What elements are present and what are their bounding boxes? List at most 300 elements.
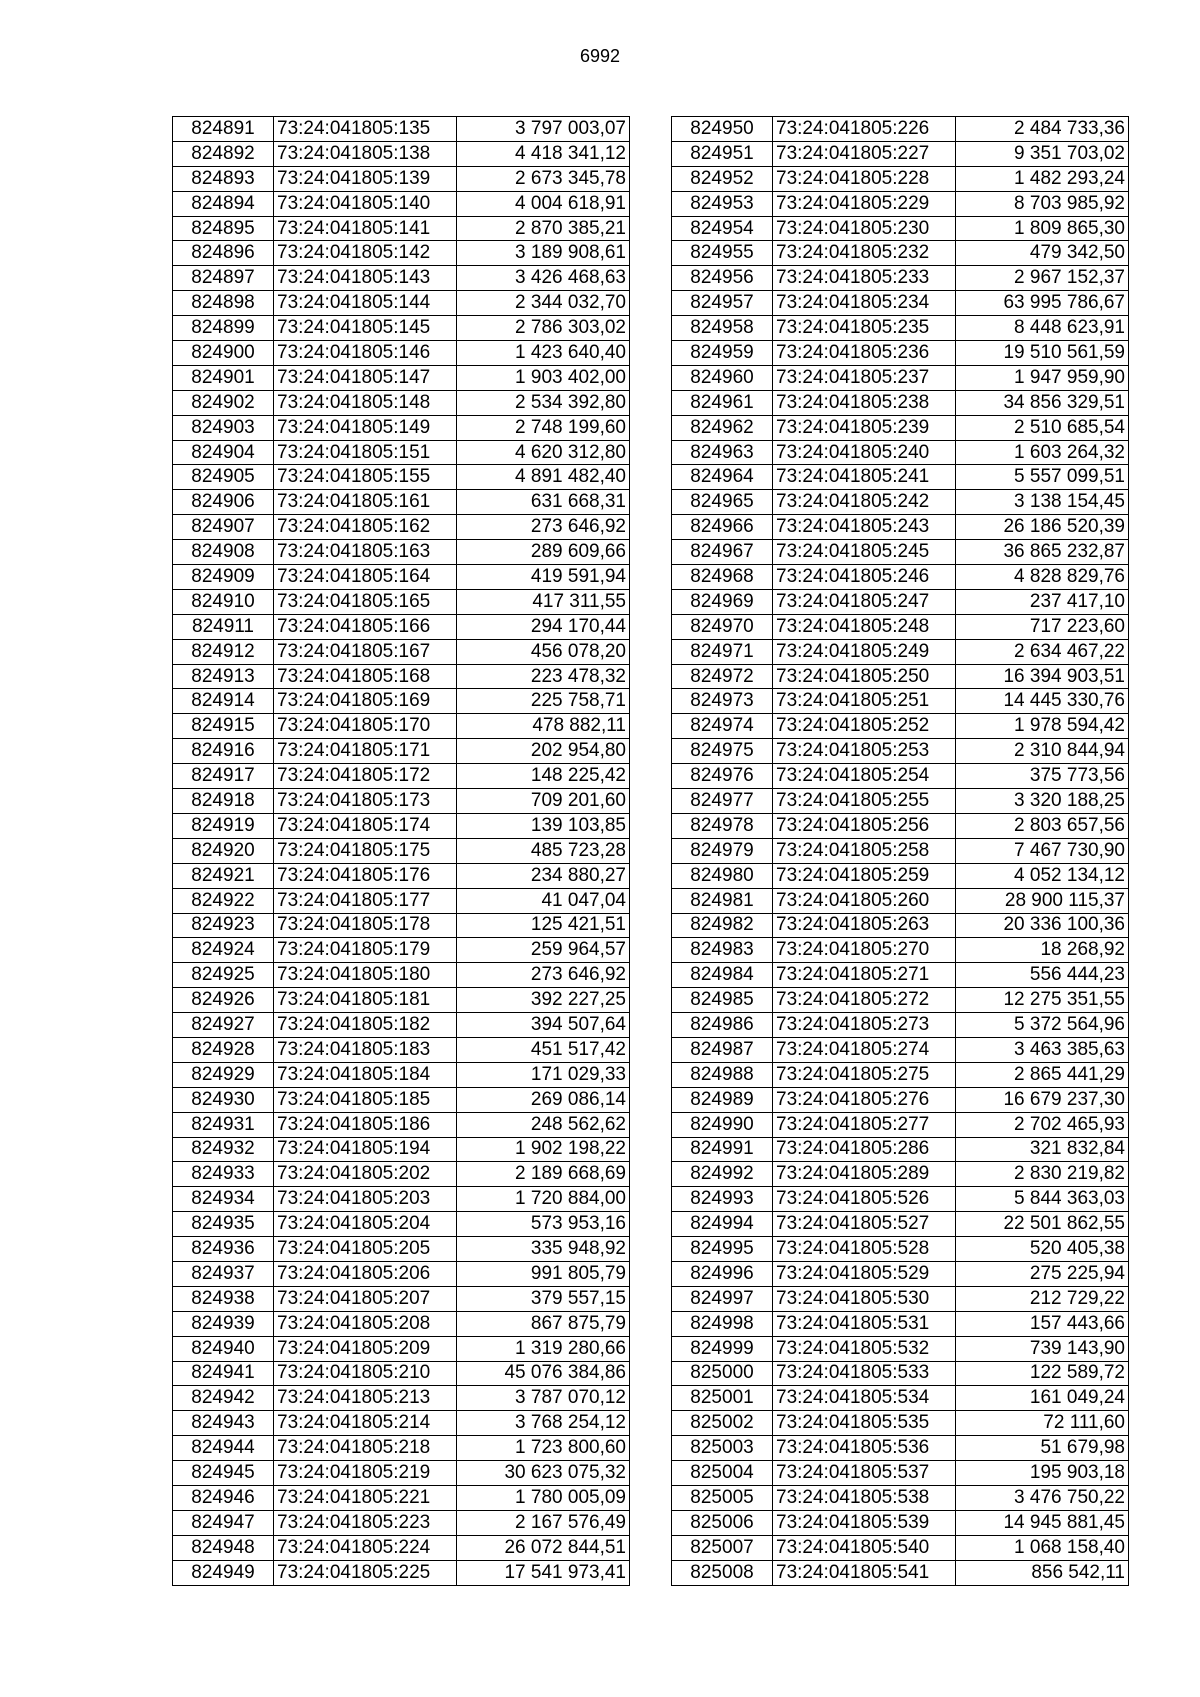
value-cell: 148 225,42 bbox=[457, 764, 630, 789]
cadastral-number-cell: 73:24:041805:148 bbox=[274, 390, 457, 415]
value-cell: 1 319 280,66 bbox=[457, 1336, 630, 1361]
record-number-cell: 824938 bbox=[173, 1286, 274, 1311]
value-cell: 8 703 985,92 bbox=[956, 191, 1129, 216]
cadastral-number-cell: 73:24:041805:179 bbox=[274, 938, 457, 963]
value-cell: 419 591,94 bbox=[457, 565, 630, 590]
cadastral-number-cell: 73:24:041805:138 bbox=[274, 141, 457, 166]
value-cell: 2 310 844,94 bbox=[956, 739, 1129, 764]
cadastral-number-cell: 73:24:041805:227 bbox=[773, 141, 956, 166]
value-cell: 16 394 903,51 bbox=[956, 664, 1129, 689]
cadastral-number-cell: 73:24:041805:232 bbox=[773, 241, 956, 266]
right-table-body bbox=[672, 117, 1129, 1586]
table-row bbox=[173, 1461, 630, 1486]
record-number-cell: 824928 bbox=[173, 1037, 274, 1062]
table-row bbox=[672, 565, 1129, 590]
record-number-cell: 824946 bbox=[173, 1485, 274, 1510]
value-cell: 225 758,71 bbox=[457, 689, 630, 714]
value-cell: 4 620 312,80 bbox=[457, 440, 630, 465]
table-row bbox=[173, 1087, 630, 1112]
cadastral-number-cell: 73:24:041805:162 bbox=[274, 515, 457, 540]
cadastral-number-cell: 73:24:041805:170 bbox=[274, 714, 457, 739]
value-cell: 3 426 468,63 bbox=[457, 266, 630, 291]
record-number-cell: 824983 bbox=[672, 938, 773, 963]
record-number-cell: 824952 bbox=[672, 166, 773, 191]
cadastral-number-cell: 73:24:041805:165 bbox=[274, 589, 457, 614]
value-cell: 248 562,62 bbox=[457, 1112, 630, 1137]
cadastral-number-cell: 73:24:041805:180 bbox=[274, 963, 457, 988]
cadastral-number-cell: 73:24:041805:245 bbox=[773, 540, 956, 565]
record-number-cell: 824901 bbox=[173, 365, 274, 390]
table-row bbox=[672, 540, 1129, 565]
record-number-cell: 824968 bbox=[672, 565, 773, 590]
value-cell: 237 417,10 bbox=[956, 589, 1129, 614]
table-row bbox=[672, 813, 1129, 838]
cadastral-number-cell: 73:24:041805:209 bbox=[274, 1336, 457, 1361]
record-number-cell: 824949 bbox=[173, 1560, 274, 1585]
value-cell: 2 702 465,93 bbox=[956, 1112, 1129, 1137]
record-number-cell: 824985 bbox=[672, 988, 773, 1013]
cadastral-number-cell: 73:24:041805:177 bbox=[274, 888, 457, 913]
value-cell: 3 797 003,07 bbox=[457, 117, 630, 142]
record-number-cell: 824921 bbox=[173, 863, 274, 888]
record-number-cell: 824929 bbox=[173, 1062, 274, 1087]
cadastral-number-cell: 73:24:041805:272 bbox=[773, 988, 956, 1013]
value-cell: 4 052 134,12 bbox=[956, 863, 1129, 888]
cadastral-number-cell: 73:24:041805:246 bbox=[773, 565, 956, 590]
cadastral-number-cell: 73:24:041805:253 bbox=[773, 739, 956, 764]
value-cell: 520 405,38 bbox=[956, 1237, 1129, 1262]
table-row bbox=[672, 1485, 1129, 1510]
record-number-cell: 825007 bbox=[672, 1535, 773, 1560]
record-number-cell: 824974 bbox=[672, 714, 773, 739]
table-row bbox=[173, 166, 630, 191]
record-number-cell: 824902 bbox=[173, 390, 274, 415]
table-row bbox=[173, 1436, 630, 1461]
value-cell: 122 589,72 bbox=[956, 1361, 1129, 1386]
record-number-cell: 824900 bbox=[173, 341, 274, 366]
value-cell: 3 463 385,63 bbox=[956, 1037, 1129, 1062]
value-cell: 4 418 341,12 bbox=[457, 141, 630, 166]
cadastral-number-cell: 73:24:041805:163 bbox=[274, 540, 457, 565]
cadastral-number-cell: 73:24:041805:202 bbox=[274, 1162, 457, 1187]
value-cell: 234 880,27 bbox=[457, 863, 630, 888]
value-cell: 171 029,33 bbox=[457, 1062, 630, 1087]
record-number-cell: 824909 bbox=[173, 565, 274, 590]
table-row bbox=[672, 141, 1129, 166]
cadastral-number-cell: 73:24:041805:155 bbox=[274, 465, 457, 490]
cadastral-number-cell: 73:24:041805:167 bbox=[274, 639, 457, 664]
value-cell: 273 646,92 bbox=[457, 515, 630, 540]
table-row bbox=[672, 888, 1129, 913]
value-cell: 479 342,50 bbox=[956, 241, 1129, 266]
table-row bbox=[672, 1162, 1129, 1187]
value-cell: 392 227,25 bbox=[457, 988, 630, 1013]
table-row bbox=[672, 1237, 1129, 1262]
value-cell: 867 875,79 bbox=[457, 1311, 630, 1336]
value-cell: 14 945 881,45 bbox=[956, 1510, 1129, 1535]
page-number: 6992 bbox=[579, 46, 621, 66]
cadastral-number-cell: 73:24:041805:194 bbox=[274, 1137, 457, 1162]
table-row bbox=[672, 166, 1129, 191]
table-row bbox=[173, 1560, 630, 1585]
record-number-cell: 824998 bbox=[672, 1311, 773, 1336]
cadastral-number-cell: 73:24:041805:147 bbox=[274, 365, 457, 390]
table-row bbox=[173, 1212, 630, 1237]
value-cell: 26 072 844,51 bbox=[457, 1535, 630, 1560]
record-number-cell: 824934 bbox=[173, 1187, 274, 1212]
record-number-cell: 824979 bbox=[672, 838, 773, 863]
table-row bbox=[173, 291, 630, 316]
record-number-cell: 824903 bbox=[173, 415, 274, 440]
cadastral-number-cell: 73:24:041805:185 bbox=[274, 1087, 457, 1112]
cadastral-number-cell: 73:24:041805:252 bbox=[773, 714, 956, 739]
record-number-cell: 824975 bbox=[672, 739, 773, 764]
value-cell: 41 047,04 bbox=[457, 888, 630, 913]
cadastral-number-cell: 73:24:041805:140 bbox=[274, 191, 457, 216]
cadastral-number-cell: 73:24:041805:239 bbox=[773, 415, 956, 440]
cadastral-number-cell: 73:24:041805:169 bbox=[274, 689, 457, 714]
value-cell: 3 320 188,25 bbox=[956, 789, 1129, 814]
table-row bbox=[672, 1137, 1129, 1162]
value-cell: 4 828 829,76 bbox=[956, 565, 1129, 590]
value-cell: 394 507,64 bbox=[457, 1013, 630, 1038]
table-row bbox=[672, 1187, 1129, 1212]
cadastral-number-cell: 73:24:041805:529 bbox=[773, 1261, 956, 1286]
record-number-cell: 824991 bbox=[672, 1137, 773, 1162]
cadastral-number-cell: 73:24:041805:276 bbox=[773, 1087, 956, 1112]
table-row bbox=[173, 1112, 630, 1137]
table-row bbox=[173, 1485, 630, 1510]
value-cell: 19 510 561,59 bbox=[956, 341, 1129, 366]
cadastral-number-cell: 73:24:041805:273 bbox=[773, 1013, 956, 1038]
value-cell: 212 729,22 bbox=[956, 1286, 1129, 1311]
table-row bbox=[672, 415, 1129, 440]
cadastral-number-cell: 73:24:041805:230 bbox=[773, 216, 956, 241]
record-number-cell: 824925 bbox=[173, 963, 274, 988]
record-number-cell: 824954 bbox=[672, 216, 773, 241]
value-cell: 5 557 099,51 bbox=[956, 465, 1129, 490]
table-row bbox=[173, 565, 630, 590]
value-cell: 12 275 351,55 bbox=[956, 988, 1129, 1013]
value-cell: 2 786 303,02 bbox=[457, 316, 630, 341]
record-number-cell: 824956 bbox=[672, 266, 773, 291]
record-number-cell: 825004 bbox=[672, 1461, 773, 1486]
cadastral-number-cell: 73:24:041805:141 bbox=[274, 216, 457, 241]
cadastral-number-cell: 73:24:041805:205 bbox=[274, 1237, 457, 1262]
value-cell: 456 078,20 bbox=[457, 639, 630, 664]
record-number-cell: 824943 bbox=[173, 1411, 274, 1436]
record-number-cell: 824895 bbox=[173, 216, 274, 241]
table-row bbox=[173, 1336, 630, 1361]
value-cell: 991 805,79 bbox=[457, 1261, 630, 1286]
cadastral-number-cell: 73:24:041805:248 bbox=[773, 614, 956, 639]
cadastral-number-cell: 73:24:041805:221 bbox=[274, 1485, 457, 1510]
cadastral-number-cell: 73:24:041805:238 bbox=[773, 390, 956, 415]
cadastral-number-cell: 73:24:041805:166 bbox=[274, 614, 457, 639]
table-row bbox=[672, 614, 1129, 639]
cadastral-number-cell: 73:24:041805:151 bbox=[274, 440, 457, 465]
left-registry-table bbox=[172, 116, 630, 1586]
table-row bbox=[173, 1187, 630, 1212]
table-row bbox=[173, 390, 630, 415]
cadastral-number-cell: 73:24:041805:168 bbox=[274, 664, 457, 689]
left-table-body bbox=[173, 117, 630, 1586]
cadastral-number-cell: 73:24:041805:254 bbox=[773, 764, 956, 789]
cadastral-number-cell: 73:24:041805:251 bbox=[773, 689, 956, 714]
value-cell: 51 679,98 bbox=[956, 1436, 1129, 1461]
cadastral-number-cell: 73:24:041805:270 bbox=[773, 938, 956, 963]
value-cell: 573 953,16 bbox=[457, 1212, 630, 1237]
table-row bbox=[672, 515, 1129, 540]
value-cell: 321 832,84 bbox=[956, 1137, 1129, 1162]
cadastral-number-cell: 73:24:041805:256 bbox=[773, 813, 956, 838]
table-row bbox=[173, 1361, 630, 1386]
cadastral-number-cell: 73:24:041805:224 bbox=[274, 1535, 457, 1560]
record-number-cell: 824932 bbox=[173, 1137, 274, 1162]
value-cell: 556 444,23 bbox=[956, 963, 1129, 988]
record-number-cell: 825000 bbox=[672, 1361, 773, 1386]
cadastral-number-cell: 73:24:041805:289 bbox=[773, 1162, 956, 1187]
table-row bbox=[672, 589, 1129, 614]
record-number-cell: 824912 bbox=[173, 639, 274, 664]
cadastral-number-cell: 73:24:041805:236 bbox=[773, 341, 956, 366]
table-row bbox=[173, 415, 630, 440]
value-cell: 1 720 884,00 bbox=[457, 1187, 630, 1212]
table-row bbox=[672, 316, 1129, 341]
table-row bbox=[672, 291, 1129, 316]
cadastral-number-cell: 73:24:041805:541 bbox=[773, 1560, 956, 1585]
value-cell: 9 351 703,02 bbox=[956, 141, 1129, 166]
value-cell: 72 111,60 bbox=[956, 1411, 1129, 1436]
record-number-cell: 824961 bbox=[672, 390, 773, 415]
cadastral-number-cell: 73:24:041805:240 bbox=[773, 440, 956, 465]
table-row bbox=[173, 540, 630, 565]
value-cell: 4 004 618,91 bbox=[457, 191, 630, 216]
record-number-cell: 824950 bbox=[672, 117, 773, 142]
table-row bbox=[672, 1037, 1129, 1062]
value-cell: 1 903 402,00 bbox=[457, 365, 630, 390]
record-number-cell: 824936 bbox=[173, 1237, 274, 1262]
table-row bbox=[173, 913, 630, 938]
table-row bbox=[173, 365, 630, 390]
cadastral-number-cell: 73:24:041805:535 bbox=[773, 1411, 956, 1436]
table-row bbox=[173, 191, 630, 216]
table-row bbox=[672, 341, 1129, 366]
record-number-cell: 824899 bbox=[173, 316, 274, 341]
value-cell: 223 478,32 bbox=[457, 664, 630, 689]
record-number-cell: 824935 bbox=[173, 1212, 274, 1237]
table-row bbox=[173, 614, 630, 639]
table-row bbox=[173, 490, 630, 515]
value-cell: 2 748 199,60 bbox=[457, 415, 630, 440]
value-cell: 157 443,66 bbox=[956, 1311, 1129, 1336]
value-cell: 20 336 100,36 bbox=[956, 913, 1129, 938]
record-number-cell: 824989 bbox=[672, 1087, 773, 1112]
table-row bbox=[672, 913, 1129, 938]
value-cell: 16 679 237,30 bbox=[956, 1087, 1129, 1112]
value-cell: 294 170,44 bbox=[457, 614, 630, 639]
value-cell: 8 448 623,91 bbox=[956, 316, 1129, 341]
cadastral-number-cell: 73:24:041805:274 bbox=[773, 1037, 956, 1062]
value-cell: 7 467 730,90 bbox=[956, 838, 1129, 863]
table-row bbox=[672, 365, 1129, 390]
table-row bbox=[672, 838, 1129, 863]
table-row bbox=[173, 341, 630, 366]
cadastral-number-cell: 73:24:041805:174 bbox=[274, 813, 457, 838]
cadastral-number-cell: 73:24:041805:242 bbox=[773, 490, 956, 515]
record-number-cell: 824948 bbox=[173, 1535, 274, 1560]
record-number-cell: 824933 bbox=[173, 1162, 274, 1187]
table-row bbox=[672, 216, 1129, 241]
table-row bbox=[672, 191, 1129, 216]
cadastral-number-cell: 73:24:041805:258 bbox=[773, 838, 956, 863]
value-cell: 417 311,55 bbox=[457, 589, 630, 614]
value-cell: 289 609,66 bbox=[457, 540, 630, 565]
cadastral-number-cell: 73:24:041805:173 bbox=[274, 789, 457, 814]
value-cell: 2 189 668,69 bbox=[457, 1162, 630, 1187]
record-number-cell: 824984 bbox=[672, 963, 773, 988]
record-number-cell: 824976 bbox=[672, 764, 773, 789]
value-cell: 1 780 005,09 bbox=[457, 1485, 630, 1510]
table-row bbox=[173, 664, 630, 689]
table-row bbox=[173, 440, 630, 465]
table-row bbox=[173, 1535, 630, 1560]
cadastral-number-cell: 73:24:041805:213 bbox=[274, 1386, 457, 1411]
cadastral-number-cell: 73:24:041805:135 bbox=[274, 117, 457, 142]
table-row bbox=[672, 1560, 1129, 1585]
cadastral-number-cell: 73:24:041805:184 bbox=[274, 1062, 457, 1087]
value-cell: 2 870 385,21 bbox=[457, 216, 630, 241]
value-cell: 36 865 232,87 bbox=[956, 540, 1129, 565]
record-number-cell: 825001 bbox=[672, 1386, 773, 1411]
table-row bbox=[173, 1386, 630, 1411]
record-number-cell: 824939 bbox=[173, 1311, 274, 1336]
value-cell: 739 143,90 bbox=[956, 1336, 1129, 1361]
record-number-cell: 824990 bbox=[672, 1112, 773, 1137]
table-row bbox=[173, 216, 630, 241]
cadastral-number-cell: 73:24:041805:225 bbox=[274, 1560, 457, 1585]
table-row bbox=[672, 117, 1129, 142]
record-number-cell: 824923 bbox=[173, 913, 274, 938]
cadastral-number-cell: 73:24:041805:527 bbox=[773, 1212, 956, 1237]
record-number-cell: 824977 bbox=[672, 789, 773, 814]
table-row bbox=[173, 1311, 630, 1336]
value-cell: 17 541 973,41 bbox=[457, 1560, 630, 1585]
table-row bbox=[672, 1112, 1129, 1137]
cadastral-number-cell: 73:24:041805:250 bbox=[773, 664, 956, 689]
table-row bbox=[173, 639, 630, 664]
value-cell: 2 167 576,49 bbox=[457, 1510, 630, 1535]
table-row bbox=[672, 241, 1129, 266]
table-row bbox=[672, 963, 1129, 988]
record-number-cell: 824919 bbox=[173, 813, 274, 838]
table-row bbox=[672, 266, 1129, 291]
table-row bbox=[173, 241, 630, 266]
cadastral-number-cell: 73:24:041805:208 bbox=[274, 1311, 457, 1336]
value-cell: 717 223,60 bbox=[956, 614, 1129, 639]
value-cell: 202 954,80 bbox=[457, 739, 630, 764]
table-row bbox=[672, 1436, 1129, 1461]
cadastral-number-cell: 73:24:041805:538 bbox=[773, 1485, 956, 1510]
record-number-cell: 825005 bbox=[672, 1485, 773, 1510]
record-number-cell: 824988 bbox=[672, 1062, 773, 1087]
table-row bbox=[672, 1461, 1129, 1486]
value-cell: 2 634 467,22 bbox=[956, 639, 1129, 664]
value-cell: 1 723 800,60 bbox=[457, 1436, 630, 1461]
cadastral-number-cell: 73:24:041805:241 bbox=[773, 465, 956, 490]
table-row bbox=[672, 863, 1129, 888]
cadastral-number-cell: 73:24:041805:237 bbox=[773, 365, 956, 390]
value-cell: 335 948,92 bbox=[457, 1237, 630, 1262]
record-number-cell: 824904 bbox=[173, 440, 274, 465]
value-cell: 269 086,14 bbox=[457, 1087, 630, 1112]
table-row bbox=[173, 789, 630, 814]
cadastral-number-cell: 73:24:041805:260 bbox=[773, 888, 956, 913]
cadastral-number-cell: 73:24:041805:226 bbox=[773, 117, 956, 142]
table-row bbox=[173, 1286, 630, 1311]
record-number-cell: 825006 bbox=[672, 1510, 773, 1535]
record-number-cell: 824993 bbox=[672, 1187, 773, 1212]
cadastral-number-cell: 73:24:041805:531 bbox=[773, 1311, 956, 1336]
cadastral-number-cell: 73:24:041805:183 bbox=[274, 1037, 457, 1062]
table-row bbox=[672, 1510, 1129, 1535]
table-row bbox=[173, 739, 630, 764]
cadastral-number-cell: 73:24:041805:219 bbox=[274, 1461, 457, 1486]
record-number-cell: 825003 bbox=[672, 1436, 773, 1461]
table-row bbox=[672, 465, 1129, 490]
cadastral-number-cell: 73:24:041805:186 bbox=[274, 1112, 457, 1137]
value-cell: 28 900 115,37 bbox=[956, 888, 1129, 913]
value-cell: 5 844 363,03 bbox=[956, 1187, 1129, 1212]
cadastral-number-cell: 73:24:041805:539 bbox=[773, 1510, 956, 1535]
table-row bbox=[672, 664, 1129, 689]
table-row bbox=[672, 1286, 1129, 1311]
value-cell: 275 225,94 bbox=[956, 1261, 1129, 1286]
table-row bbox=[173, 1510, 630, 1535]
cadastral-number-cell: 73:24:041805:171 bbox=[274, 739, 457, 764]
table-row bbox=[173, 988, 630, 1013]
record-number-cell: 824995 bbox=[672, 1237, 773, 1262]
record-number-cell: 824927 bbox=[173, 1013, 274, 1038]
table-row bbox=[173, 1137, 630, 1162]
cadastral-number-cell: 73:24:041805:203 bbox=[274, 1187, 457, 1212]
record-number-cell: 824969 bbox=[672, 589, 773, 614]
cadastral-number-cell: 73:24:041805:235 bbox=[773, 316, 956, 341]
table-row bbox=[173, 1411, 630, 1436]
value-cell: 161 049,24 bbox=[956, 1386, 1129, 1411]
record-number-cell: 824941 bbox=[173, 1361, 274, 1386]
table-row bbox=[672, 490, 1129, 515]
table-row bbox=[173, 938, 630, 963]
value-cell: 485 723,28 bbox=[457, 838, 630, 863]
value-cell: 30 623 075,32 bbox=[457, 1461, 630, 1486]
record-number-cell: 824930 bbox=[173, 1087, 274, 1112]
record-number-cell: 824965 bbox=[672, 490, 773, 515]
cadastral-number-cell: 73:24:041805:234 bbox=[773, 291, 956, 316]
record-number-cell: 824981 bbox=[672, 888, 773, 913]
value-cell: 1 902 198,22 bbox=[457, 1137, 630, 1162]
table-row bbox=[672, 1261, 1129, 1286]
record-number-cell: 824982 bbox=[672, 913, 773, 938]
value-cell: 1 947 959,90 bbox=[956, 365, 1129, 390]
value-cell: 2 803 657,56 bbox=[956, 813, 1129, 838]
value-cell: 14 445 330,76 bbox=[956, 689, 1129, 714]
cadastral-number-cell: 73:24:041805:145 bbox=[274, 316, 457, 341]
cadastral-number-cell: 73:24:041805:255 bbox=[773, 789, 956, 814]
value-cell: 195 903,18 bbox=[956, 1461, 1129, 1486]
value-cell: 1 482 293,24 bbox=[956, 166, 1129, 191]
table-row bbox=[672, 938, 1129, 963]
